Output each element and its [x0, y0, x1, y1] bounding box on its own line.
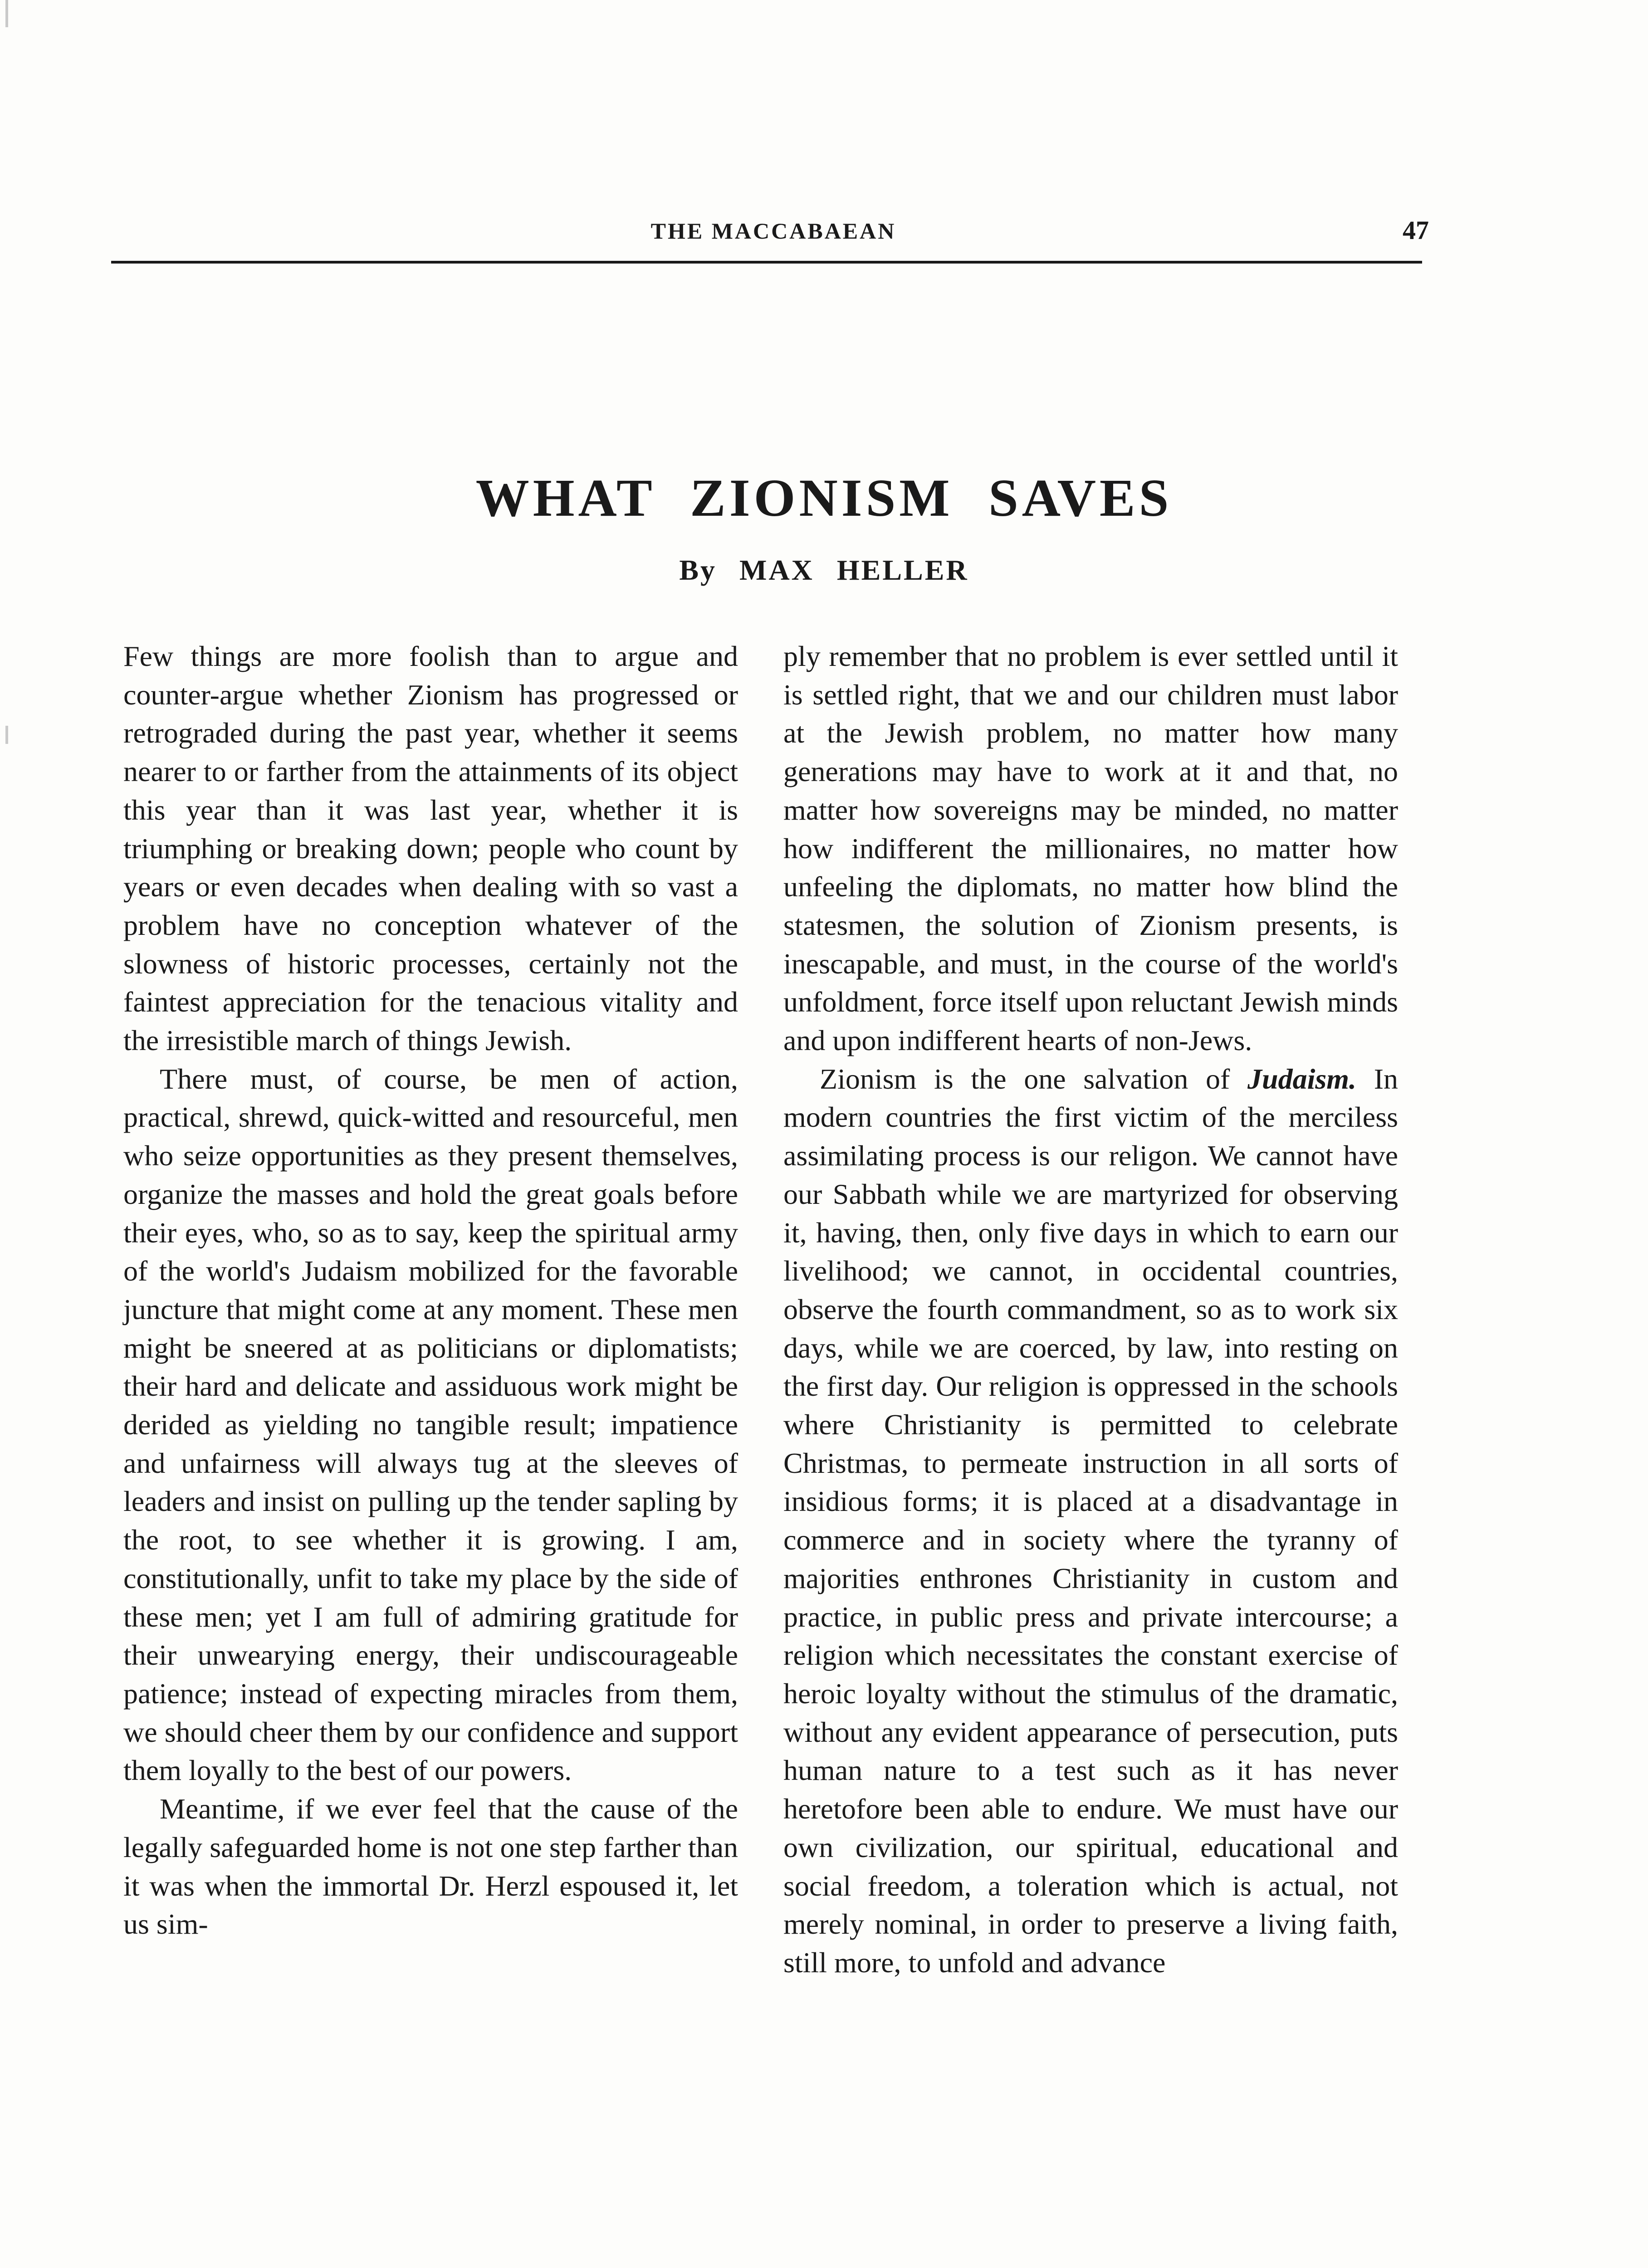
running-head: [118, 215, 1429, 254]
scan-edge-mark: [5, 0, 8, 27]
right-column: [783, 637, 1398, 1982]
page-number: 47: [1403, 215, 1429, 245]
header-rule: [111, 261, 1422, 264]
paragraph: [123, 637, 738, 1060]
left-column: [123, 637, 738, 1944]
paragraph: ply remember that no problem is ever settled until it is settled right, that we and our children must labor at the Jewish problem, no matter how many generations may have to work at it and that, no matter how sovereigns may be minded, no matter how indifferent the millionaires, no matter how unfeeling the diplomats, no matter how blind the statesmen, the solution of Zionism presents, is inescapable, and must, in the course of the world's unfoldment, force itself upon reluctant Jewish minds and upon indifferent hearts of non-Jews.: [783, 640, 1398, 1057]
scan-edge-mark: [5, 726, 8, 744]
emphasized-word: Judaism.: [1247, 1062, 1357, 1095]
paragraph-opening-word: Few: [123, 640, 174, 672]
paragraph-text: Zionism is the one salvation of: [820, 1062, 1247, 1095]
paragraph-text: things are more foolish than to argue and counter-argue whether Zionism has progressed or retrograded during the past year, whether it seems nearer to or farther from the attainments of its object this year than it was last year, whether it is triumphing or breaking down; people who count by years or even decades when dealing with so vast a problem have no conception whatever of the slowness of historic processes, certainly not the faintest appreciation for the tenacious vitality and the irresistible march of things Jewish.: [123, 640, 738, 1057]
article-title: WHAT ZIONISM SAVES: [475, 468, 1173, 528]
paragraph: Meantime, if we ever feel that the cause of the legally safeguarded home is not one step farther than it was when the immortal Dr. Herzl espoused it, let us sim-: [123, 1793, 738, 1941]
paragraph: [783, 1060, 1398, 1982]
paragraph-text: In modern countries the first victim of the merciless assimilating process is our religon. We cannot have our Sabbath while we are martyrized for observing it, having, then, only five days in which to earn our livelihood; we cannot, in occidental countries, observe the fourth commandment, so as to work six days, while we are coerced, by law, into resting on the first day. Our religion is oppressed in the schools where Christianity is permitted to celebrate Christmas, to permeate instruction in all sorts of insidious forms; it is placed at a disadvantage in commerce and in society where the tyranny of majorities enthrones Christianity in custom and practice, in public press and private intercourse; a religion which necessitates the constant exercise of heroic loyalty without the stimulus of the dramatic, without any evident appearance of persecution, puts human nature to a test such as it has never heretofore been able to endure. We must have our own civilization, our spiritual, educational and social freedom, a toleration which is actual, not merely nominal, in order to preserve a living faith, still more, to unfold and advance: [783, 1062, 1399, 1979]
byline: By MAX HELLER: [679, 554, 969, 586]
paragraph: There must, of course, be men of action, practical, shrewd, quick-witted and resourceful, men who seize opportunities as they present themselves, organize the masses and hold the great goals before their eyes, who, so as to say, keep the spiritual army of the world's Judaism mobilized for the favorable juncture that might come at any moment. These men might be sneered at as politicians or diplomatists; their hard and delicate and assiduous work might be derided as yielding no tangible result; impatience and unfairness will always tug at the sleeves of leaders and insist on pulling up the tender sapling by the root, to see whether it is growing. I am, constitutionally, unfit to take my place by the side of these men; yet I am full of admiring gratitude for their unwearying energy, their undiscourageable patience; instead of expecting miracles from them, we should cheer them by our confidence and support them loyally to the best of our powers.: [123, 1062, 738, 1787]
running-title: THE MACCABAEAN: [650, 218, 896, 244]
